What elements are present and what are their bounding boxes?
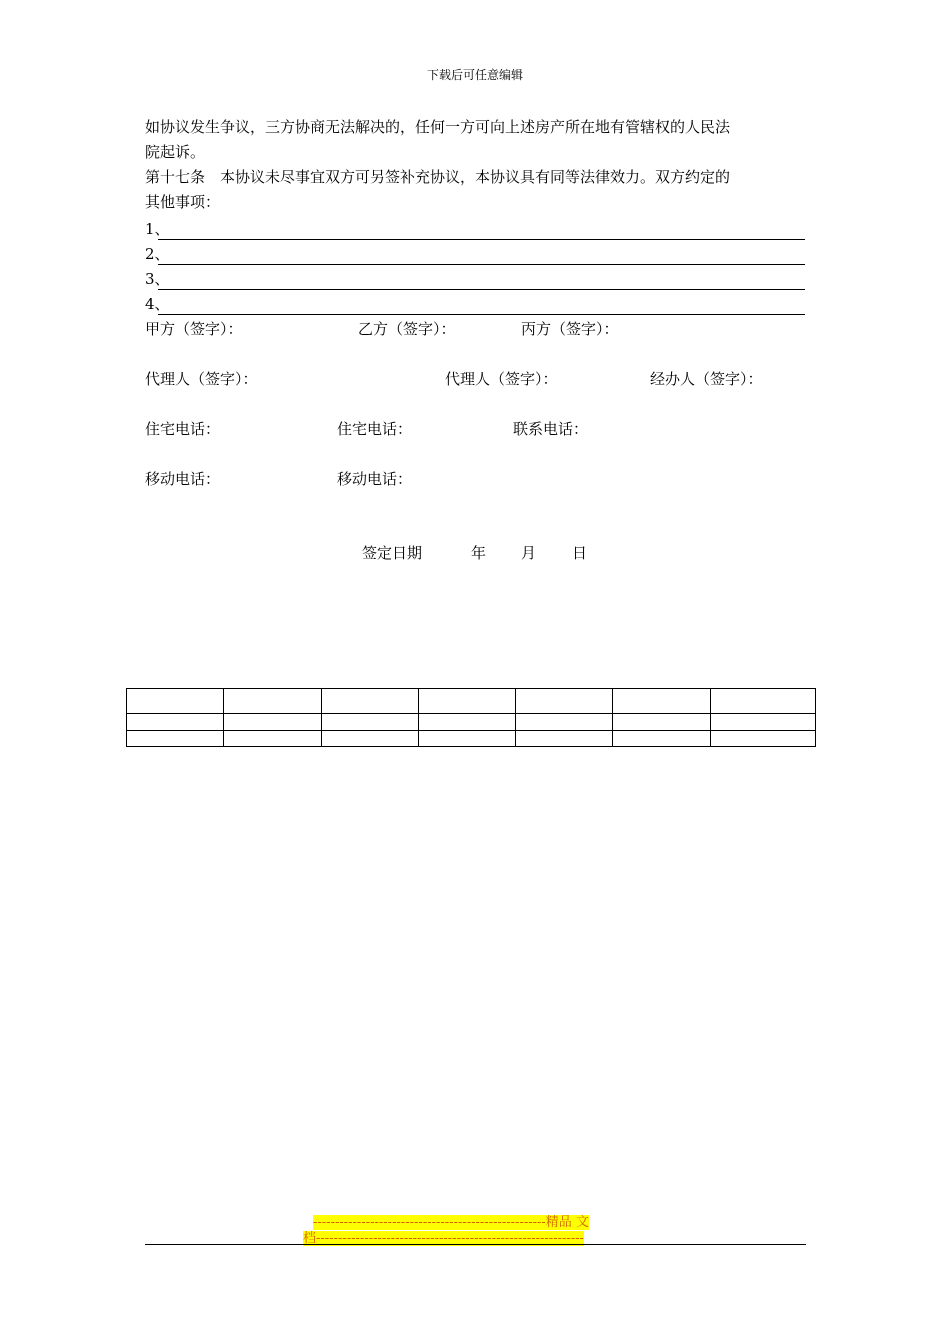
table-row [127,714,816,731]
fill-in-line-3[interactable] [158,289,805,290]
table-cell[interactable] [710,731,815,747]
table-cell[interactable] [224,731,321,747]
table-cell[interactable] [127,689,224,714]
table-cell[interactable] [321,714,418,731]
party-a-signature-label: 甲方（签字）： [145,320,243,338]
table-cell[interactable] [516,714,613,731]
date-year-label: 年 [471,544,487,562]
date-day-label: 日 [572,544,588,562]
table-cell[interactable] [127,731,224,747]
handler-signature-label: 经办人（签字）： [650,370,763,388]
table-cell[interactable] [613,689,710,714]
item-number-2: 2、 [145,245,170,263]
table-cell[interactable] [321,689,418,714]
fill-in-line-4[interactable] [158,314,805,315]
party-b-signature-label: 乙方（签字）： [358,320,456,338]
blank-form-table [126,688,816,747]
signing-date-label: 签定日期 [362,544,423,562]
paragraph-line: 如协议发生争议，三方协商无法解决的，任何一方可向上述房产所在地有管辖权的人民法 [145,118,731,136]
table-cell[interactable] [516,731,613,747]
paragraph-line: 院起诉。 [145,143,206,161]
fill-in-line-1[interactable] [158,239,805,240]
table-cell[interactable] [710,689,815,714]
table-cell[interactable] [321,731,418,747]
table-cell[interactable] [710,714,815,731]
footer-text-2: 档------------------------------------------------------------- [303,1231,584,1246]
table-cell[interactable] [516,689,613,714]
table-cell[interactable] [613,714,710,731]
table-row [127,689,816,714]
table-cell[interactable] [418,689,515,714]
mobile-a-label: 移动电话： [145,470,221,488]
home-phone-a-label: 住宅电话： [145,420,221,438]
item-number-3: 3、 [145,270,170,288]
date-month-label: 月 [521,544,537,562]
contact-phone-label: 联系电话： [513,420,589,438]
table-cell[interactable] [224,714,321,731]
paragraph-line: 第十七条 本协议未尽事宜双方可另签补充协议，本协议具有同等法律效力。双方约定的 [145,168,731,186]
table-row [127,731,816,747]
table-cell[interactable] [418,731,515,747]
agent-a-signature-label: 代理人（签字）： [145,370,258,388]
party-c-signature-label: 丙方（签字）： [521,320,619,338]
paragraph-line: 其他事项： [145,193,221,211]
item-number-1: 1、 [145,220,170,238]
mobile-b-label: 移动电话： [337,470,413,488]
item-number-4: 4、 [145,295,170,313]
table-cell[interactable] [224,689,321,714]
footer-divider [145,1244,806,1245]
footer-text-1: -----------------------------------------------------精品 文 [313,1215,589,1230]
page-header: 下载后可任意编辑 [426,68,523,82]
table-cell[interactable] [418,714,515,731]
table-cell[interactable] [613,731,710,747]
fill-in-line-2[interactable] [158,264,805,265]
table-cell[interactable] [127,714,224,731]
agent-b-signature-label: 代理人（签字）： [445,370,558,388]
home-phone-b-label: 住宅电话： [337,420,413,438]
